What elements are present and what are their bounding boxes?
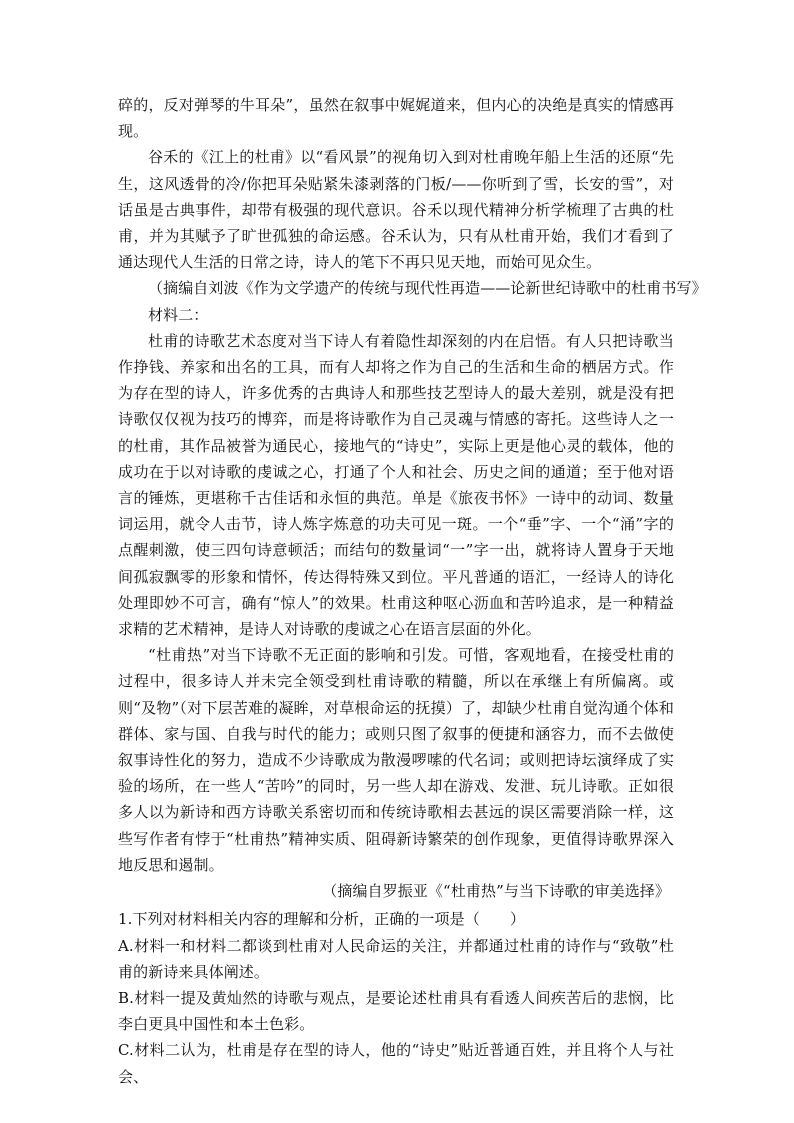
option-c: C.材料二认为，杜甫是存在型的诗人，他的“诗史”贴近普通百姓，并且将个人与社会、 [118, 1041, 674, 1086]
source-citation-1: （摘编自刘波《作为文学遗产的传统与现代性再造——论新世纪诗歌中的杜甫书写》 [148, 279, 707, 298]
source-citation-2: （摘编自罗振亚《“杜甫热”与当下诗歌的审美选择》 [322, 882, 670, 901]
paragraph-material-2-part-1: 杜甫的诗歌艺术态度对当下诗人有着隐性却深刻的内在启悟。有人只把诗歌当作挣钱、养家和出名的工具，而有人却将之作为自己的生活和生命的栖居方式。作为存在型的诗人，许多优秀的古典诗人和那些技艺型诗人的最大差别，就是没有把诗歌仅仅视为技巧的博弈，而是将诗歌作为自己灵魂与情感的寄托。这些诗人之一的杜甫，其作品被誉为通民心，接地气的“诗史”，实际上更是他心灵的载体，他的成功在于以对诗歌的虔诚之心，打通了个人和社会、历史之间的通道；至于他对语言的锤炼，更堪称千古佳话和永恒的典范。单是《旅夜书怀》一诗中的动词、数量词运用，就令人击节，诗人炼字炼意的功夫可见一斑。一个“垂”字、一个“涌”字的点醒刺激，使三四句诗意顿活；而结句的数量词“一”字一出，就将诗人置身于天地间孤寂飘零的形象和情怀，传达得特殊又到位。平凡普通的语汇，一经诗人的诗化处理即妙不可言，确有“惊人”的效果。杜甫这种呕心沥血和苦吟追求，是一种精益求精的艺术精神，是诗人对诗歌的虔诚之心在语言层面的外化。 [118, 331, 674, 639]
document-body [118, 92, 707, 1090]
option-a: A.材料一和材料二都谈到杜甫对人民命运的关注，并都通过杜甫的诗作与“致敬”杜甫的新诗来具体阐述。 [118, 936, 674, 981]
paragraph-continued: 碎的，反对弹琴的牛耳朵”，虽然在叙事中娓娓道来，但内心的决绝是真实的情感再现。 [118, 96, 674, 141]
question-1-stem: 1.下列对材料相关内容的理解和分析，正确的一项是（ ） [118, 910, 526, 929]
material-2-heading: 材料二： [148, 305, 209, 324]
option-b: B.材料一提及黄灿然的诗歌与观点，是要论述杜甫具有看透人间疾苦后的悲悯，比李白更具中国性和本土色彩。 [118, 988, 674, 1034]
paragraph-guhe: 谷禾的《江上的杜甫》以“看风景”的视角切入到对杜甫晚年船上生活的还原“先生，这风透骨的冷/你把耳朵贴紧朱漆剥落的门板/——你听到了雪，长安的雪”，对话虽是古典事件，却带有极强的现代意识。谷禾以现代精神分析学梳理了古典的杜甫，并为其赋予了旷世孤独的命运感。谷禾认为，只有从杜甫开始，我们才看到了通达现代人生活的日常之诗，诗人的笔下不再只见天地，而始可见众生。 [118, 148, 674, 272]
paragraph-material-2-part-2: “杜甫热”对当下诗歌不无正面的影响和引发。可惜，客观地看，在接受杜甫的过程中，很多诗人并未完全领受到杜甫诗歌的精髓，所以在承继上有所偏离。或则“及物”（对下层苦难的凝眸，对草根命运的抚摸）了，却缺少杜甫自觉沟通个体和群体、家与国、自我与时代的能力；或则只图了叙事的便捷和涵容力，而不去做使叙事诗性化的努力，造成不少诗歌成为散漫啰嗦的代名词；或则把诗坛演绎成了实验的场所，在一些人“苦吟”的同时，另一些人却在游戏、发泄、玩儿诗歌。正如很多人以为新诗和西方诗歌关系密切而和传统诗歌相去甚远的误区需要消除一样，这些写作者有悖于“杜甫热”精神实质、阻碍新诗繁荣的创作现象，更值得诗歌界深入地反思和遏制。 [118, 646, 674, 874]
